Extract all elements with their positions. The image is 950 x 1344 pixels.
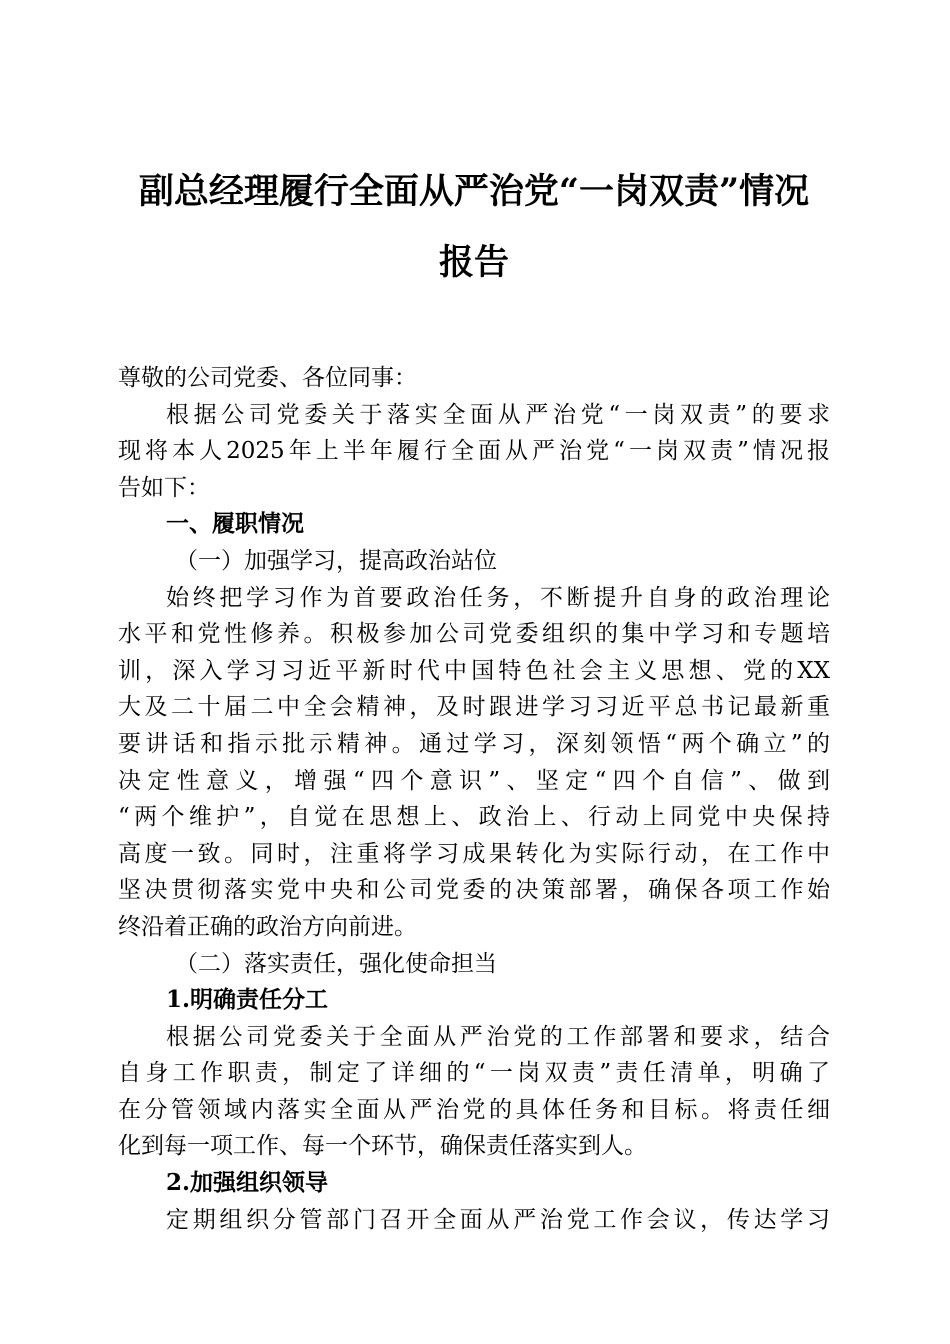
paragraph-line: 水平和党性修养。积极参加公司党委组织的集中学习和专题培 — [118, 621, 830, 648]
item-heading: 1.明确责任分工 — [166, 986, 329, 1014]
document-title-line-2: 报告 — [438, 242, 509, 283]
section-heading: 一、履职情况 — [166, 510, 304, 538]
paragraph-line: “两个维护”，自觉在思想上、政治上、行动上同党中央保持 — [118, 804, 830, 831]
item-heading: 2.加强组织领导 — [166, 1169, 329, 1197]
document-body — [118, 360, 830, 1238]
salutation: 尊敬的公司党委、各位同事： — [118, 365, 417, 391]
document-title-line-1: 副总经理履行全面从严治党“一岗双责”情况 — [138, 171, 810, 212]
paragraph-line: 根据公司党委关于全面从严治党的工作部署和要求，结合 — [166, 1023, 830, 1050]
paragraph-line: 高度一致。同时，注重将学习成果转化为实际行动，在工作中 — [118, 840, 830, 867]
paragraph-line: 在分管领域内落实全面从严治党的具体任务和目标。将责任细 — [118, 1096, 830, 1123]
paragraph-line: 要讲话和指示批示精神。通过学习，深刻领悟“两个确立”的 — [118, 730, 830, 757]
paragraph-line: 终沿着正确的政治方向前进。 — [118, 913, 417, 940]
paragraph-line: 坚决贯彻落实党中央和公司党委的决策部署，确保各项工作始 — [118, 877, 830, 904]
paragraph-line: 告如下： — [118, 474, 210, 501]
paragraph-line: 根据公司党委关于落实全面从严治党“一岗双责”的要求 — [166, 401, 830, 428]
subsection-heading: （一）加强学习，提高政治站位 — [175, 547, 497, 574]
subsection-heading: （二）落实责任，强化使命担当 — [175, 950, 497, 977]
paragraph-line: 大及二十届二中全会精神，及时跟进学习习近平总书记最新重 — [118, 694, 830, 721]
paragraph-line: 决定性意义，增强“四个意识”、坚定“四个自信”、做到 — [118, 767, 830, 794]
paragraph-line: 自身工作职责，制定了详细的“一岗双责”责任清单，明确了 — [118, 1060, 830, 1087]
paragraph-line: 现将本人2025年上半年履行全面从严治党“一岗双责”情况报 — [118, 438, 830, 465]
paragraph-line: 定期组织分管部门召开全面从严治党工作会议，传达学习 — [166, 1206, 830, 1233]
paragraph-line: 化到每一项工作、每一个环节，确保责任落实到人。 — [118, 1133, 647, 1160]
paragraph-line: 始终把学习作为首要政治任务，不断提升自身的政治理论 — [166, 584, 830, 611]
paragraph-line: 训，深入学习习近平新时代中国特色社会主义思想、党的XX — [118, 657, 830, 684]
